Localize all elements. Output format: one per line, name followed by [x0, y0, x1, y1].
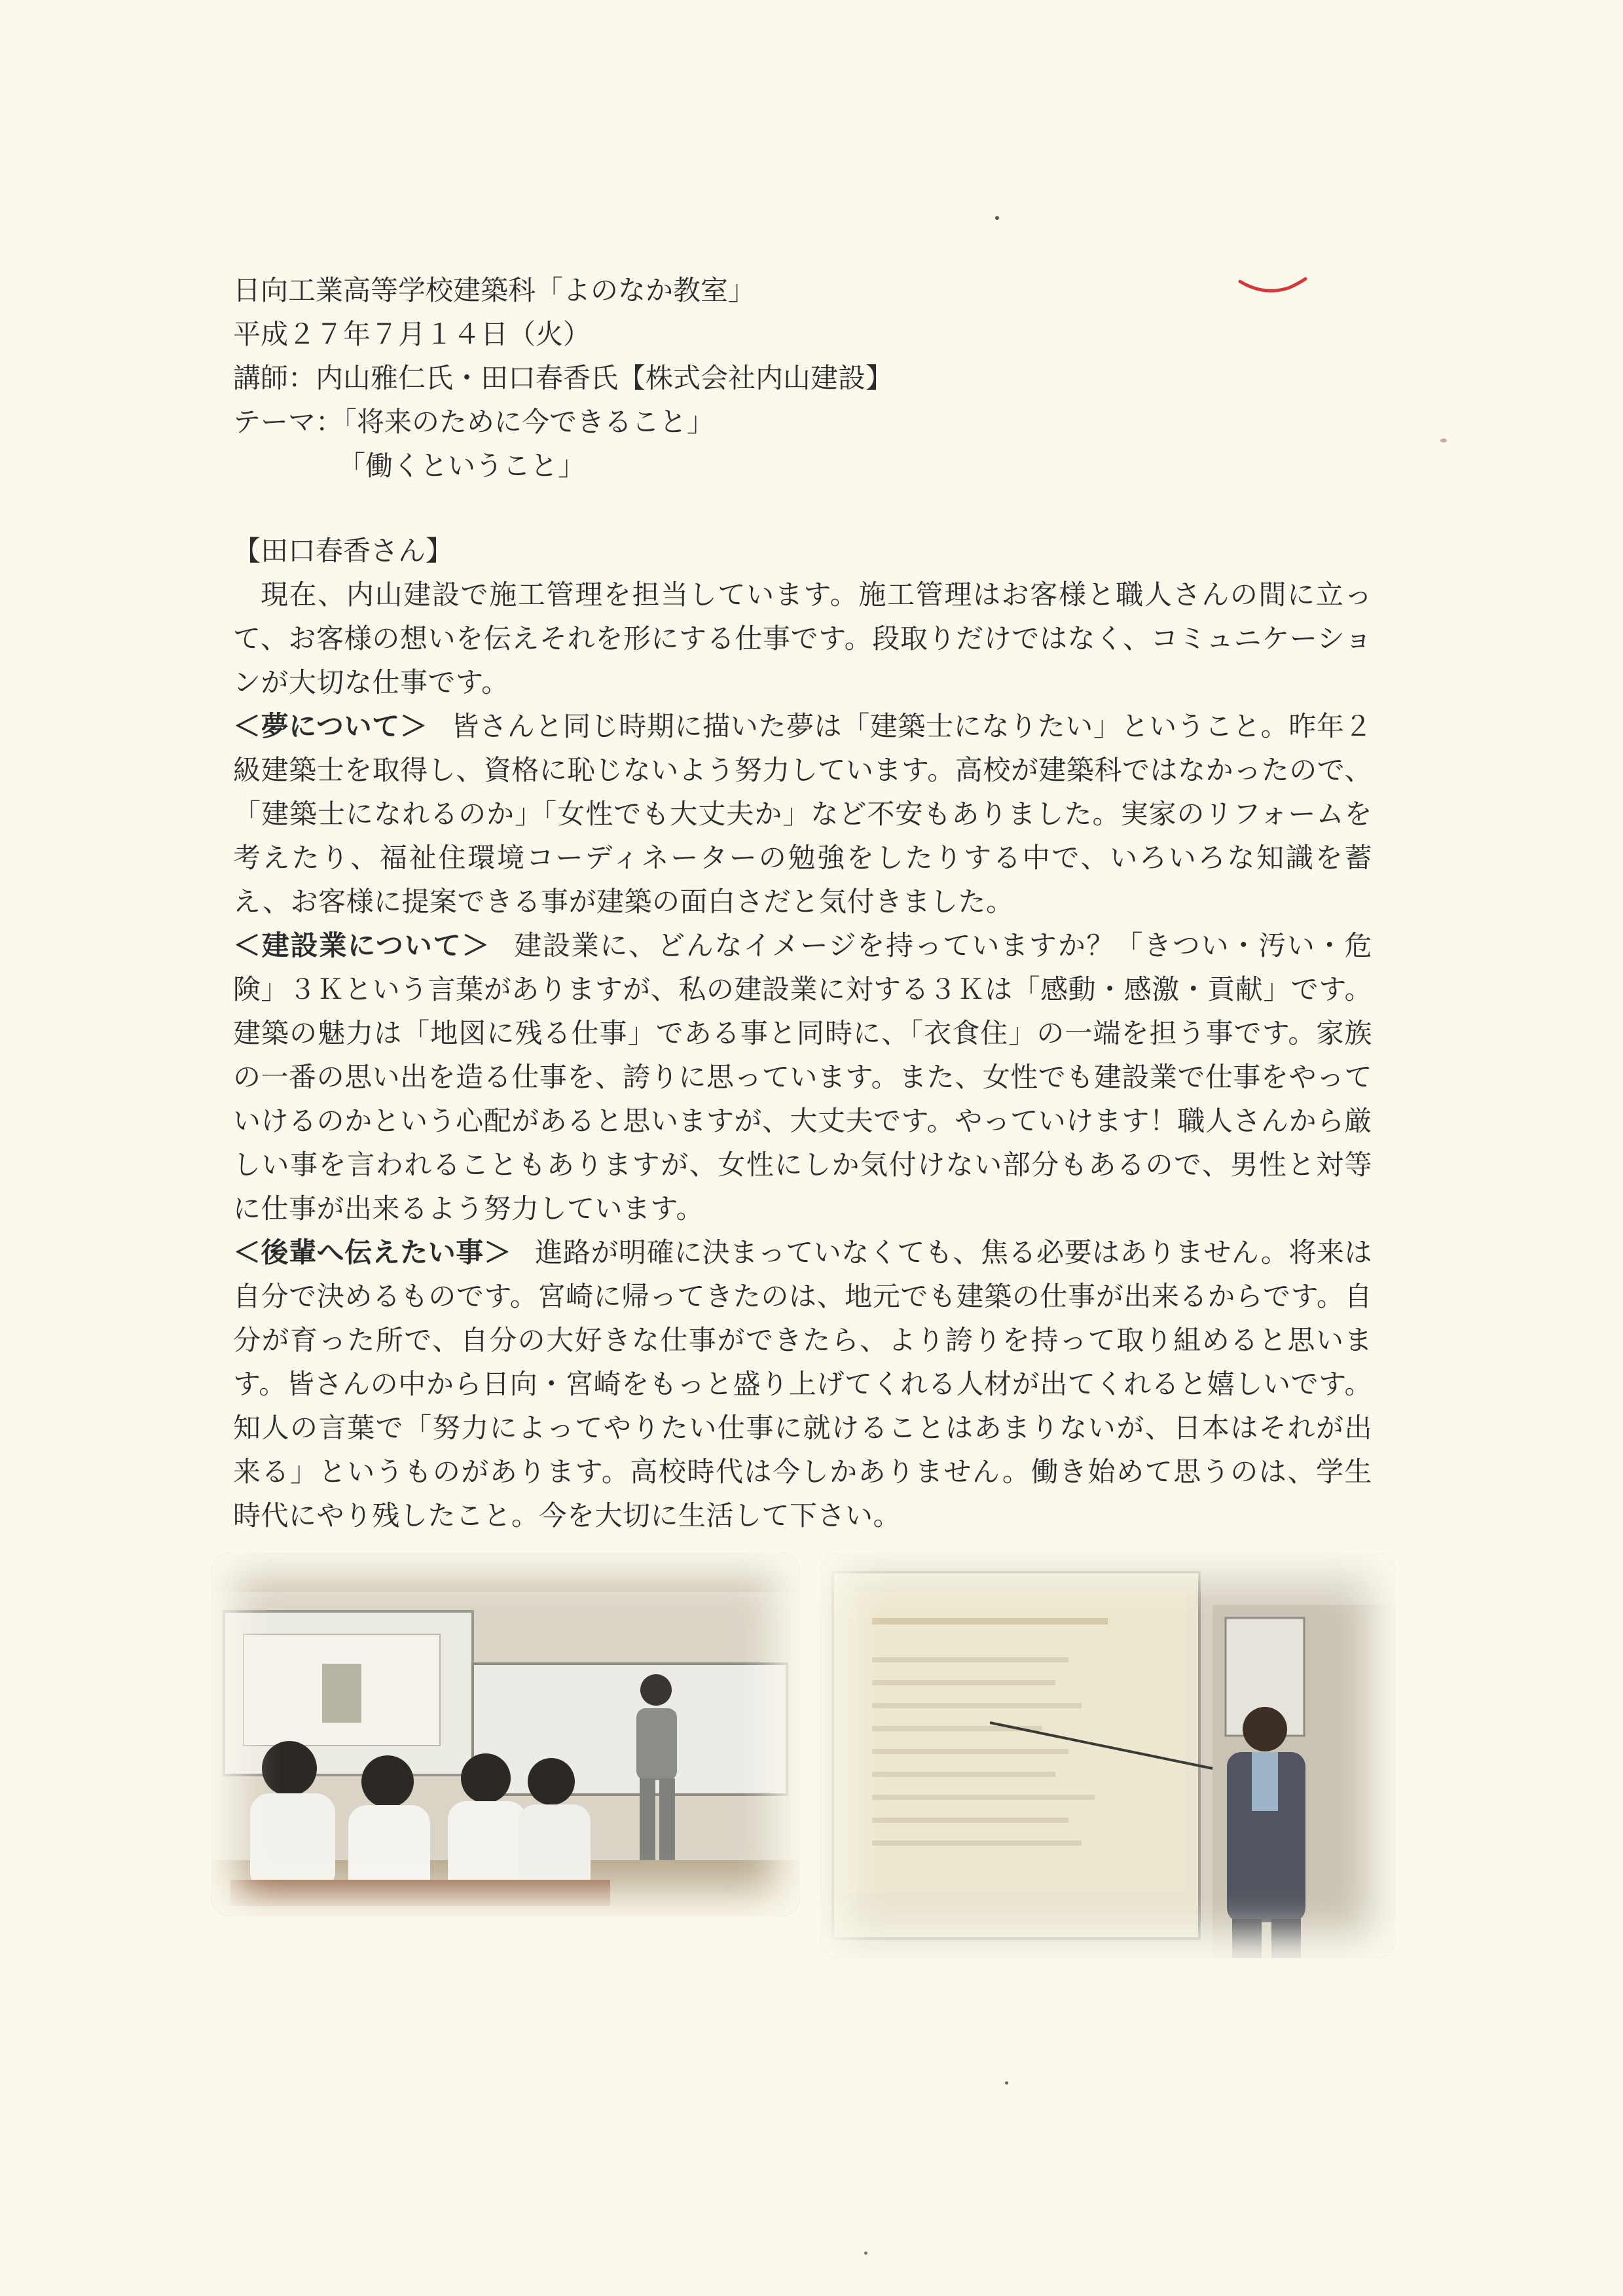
section-construction	[233, 924, 1372, 1230]
section-heading: ＜後輩へ伝えたい事＞	[233, 1236, 512, 1268]
scan-speck	[1440, 439, 1447, 442]
section-text: 建設業に、どんなイメージを持っていますか？「きつい・汚い・危険」３Ｋという言葉がありますが、私の建設業に対する３Ｋは「感動・感激・貢献」です。建築の魅力は「地図に残る仕事」である事と同時に、「衣食住」の一端を担う事です。家族の一番の思い出を造る仕事を、誇りに思っています。また、女性でも建設業で仕事をやっていけるのかという心配があると思いますが、大丈夫です。やっていけます！職人さんから厳しい事を言われることもありますが、女性にしか気付けない部分もあるので、男性と対等に仕事が出来るよう努力しています。	[233, 929, 1372, 1225]
theme-line-2: 「働くということ」	[338, 450, 586, 482]
classroom-photo-right	[820, 1552, 1396, 1958]
theme-line-1: テーマ：「将来のために今できること」	[233, 406, 715, 438]
section-text: 進路が明確に決まっていなくても、焦る必要はありません。将来は自分で決めるものです。宮崎に帰ってきたのは、地元でも建築の仕事が出来るからです。自分が育った所で、自分の大好きな仕事ができたら、より誇りを持って取り組めると思います。皆さんの中から日向・宮崎をもっと盛り上げてくれる人材が出てくれると嬉しいです。知人の言葉で「努力によってやりたい仕事に就けることはあまりないが、日本はそれが出来る」というものがあります。高校時代は今しかありません。働き始めて思うのは、学生時代にやり残したこと。今を大切に生活して下さい。	[233, 1236, 1372, 1532]
classroom-photo-left	[211, 1552, 800, 1916]
article-body	[233, 529, 1372, 1537]
scan-speck	[864, 2251, 867, 2255]
speaker-name: 【田口春香さん】	[233, 535, 454, 567]
section-heading: ＜建設業について＞	[233, 929, 490, 961]
scan-speck	[995, 216, 999, 220]
classroom-scene-left	[211, 1552, 800, 1916]
event-date: 平成２７年７月１４日（火）	[233, 318, 591, 350]
section-heading: ＜夢について＞	[233, 710, 428, 742]
header-block	[233, 268, 1412, 488]
document-title: 日向工業高等学校建築科「よのなか教室」	[233, 274, 756, 306]
intro-paragraph: 現在、内山建設で施工管理を担当しています。施工管理はお客様と職人さんの間に立って、お客様の想いを伝えそれを形にする仕事です。段取りだけではなく、コミュニケーションが大切な仕事です。	[233, 579, 1372, 698]
scan-speck	[1005, 2081, 1008, 2085]
section-dream	[233, 704, 1372, 924]
section-message	[233, 1230, 1372, 1537]
lecturers-line: 講師：内山雅仁氏・田口春香氏【株式会社内山建設】	[233, 362, 894, 394]
classroom-scene-right	[820, 1552, 1396, 1958]
section-text: 皆さんと同じ時期に描いた夢は「建築士になりたい」ということ。昨年２級建築士を取得し、資格に恥じないよう努力しています。高校が建築科ではなかったので、「建築士になれるのか」「女性でも大丈夫か」など不安もありました。実家のリフォームを考えたり、福祉住環境コーディネーターの勉強をしたりする中で、いろいろな知識を蓄え、お客様に提案できる事が建築の面白さだと気付きました。	[233, 710, 1372, 918]
